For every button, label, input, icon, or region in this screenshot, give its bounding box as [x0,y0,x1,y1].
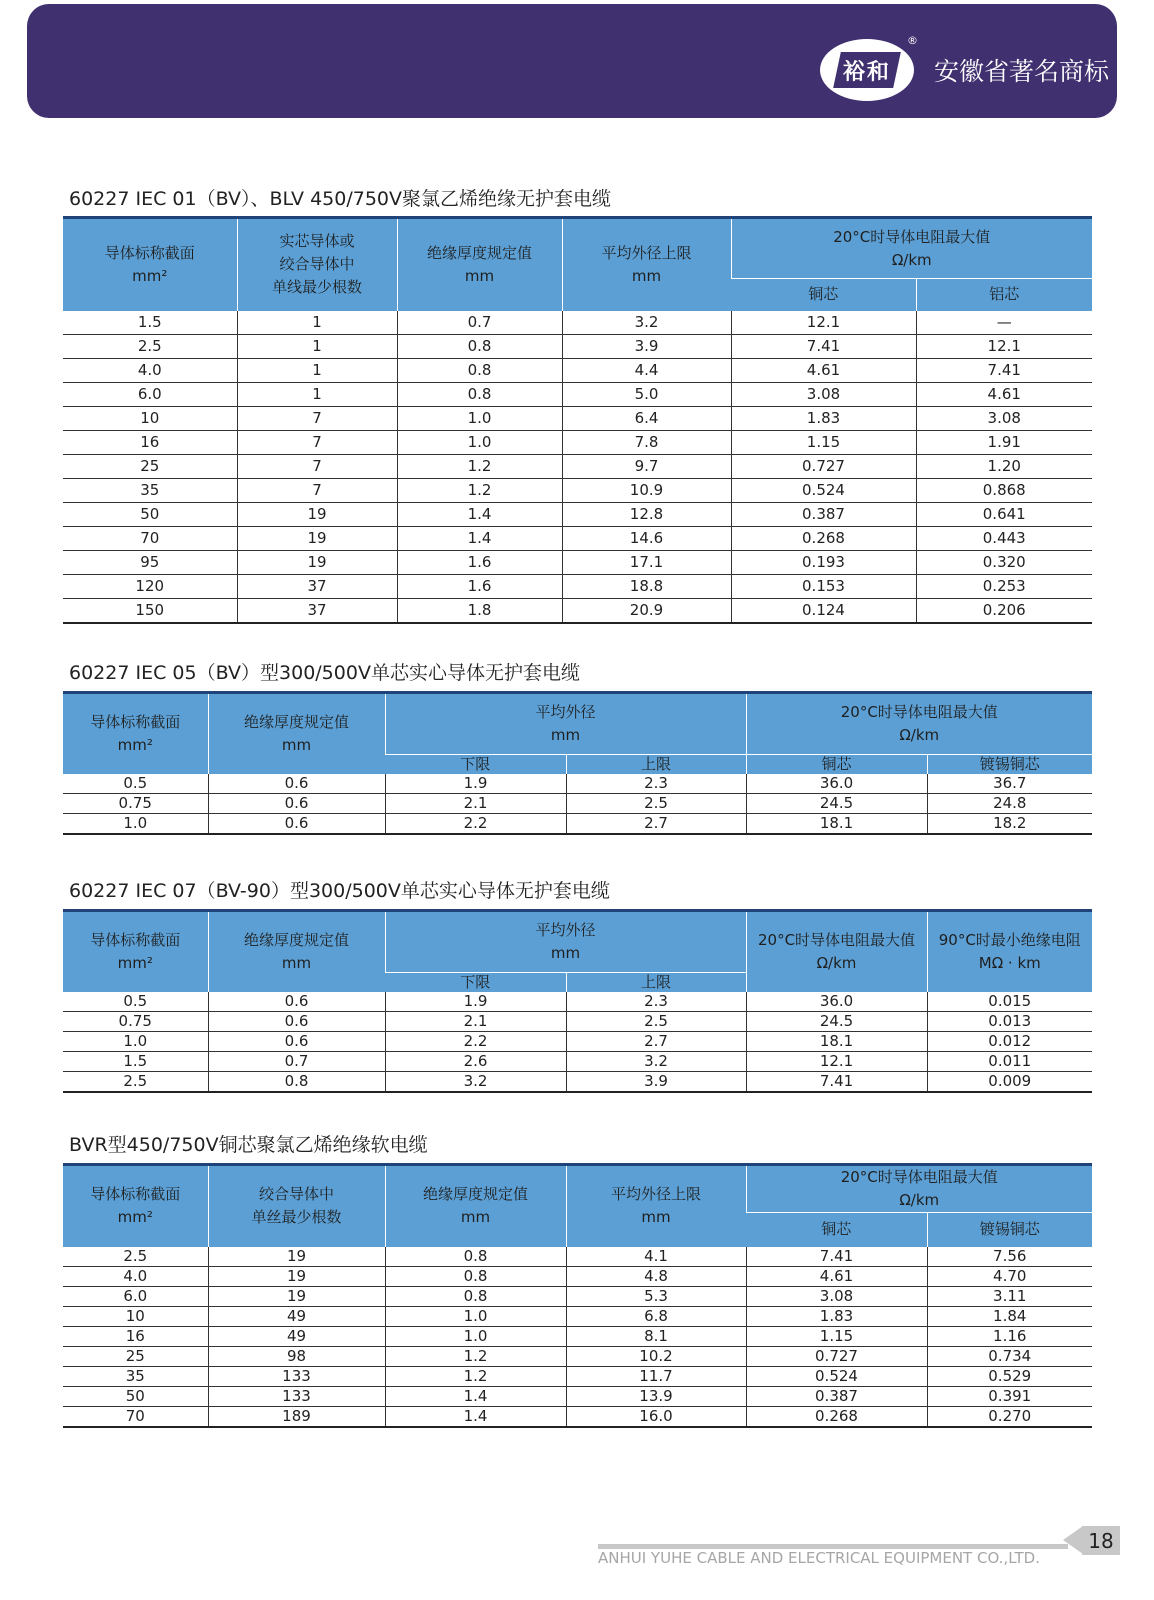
table-cell: 1.5 [63,1052,208,1072]
table-bv-blv [63,216,1092,624]
table-cell: 1.84 [927,1306,1092,1326]
table-row [63,1386,1092,1406]
table-cell: 0.124 [731,598,916,623]
table-cell: 0.153 [731,574,916,598]
table-cell: 35 [63,1366,208,1386]
page-arrow-icon [1063,1526,1083,1554]
table-cell: 4.61 [916,382,1092,406]
table-cell: 2.7 [566,1032,746,1052]
table-cell: 35 [63,478,237,502]
table-cell: 36.0 [746,774,927,794]
table-cell: 133 [208,1386,385,1406]
table-cell: 1.15 [731,430,916,454]
table-cell: 2.5 [566,1012,746,1032]
table-cell: 50 [63,502,237,526]
brand-logo [820,39,914,101]
table-row [63,574,1092,598]
table-cell: 0.320 [916,550,1092,574]
table-4-caption: BVR型450/750V铜芯聚氯乙烯绝缘软电缆 [69,1134,428,1156]
table-3-caption: 60227 IEC 07（BV-90）型300/500V单芯实心导体无护套电缆 [69,880,610,902]
header-cross-section: 导体标称截面 mm² [63,218,237,311]
table-cell: 7.41 [731,334,916,358]
table-cell: 1.5 [63,311,237,335]
header-tinned-copper: 镀锡铜芯 [927,1213,1092,1247]
table-cell: 4.1 [566,1247,746,1267]
table-cell: 0.524 [746,1366,927,1386]
table-cell: 0.5 [63,992,208,1012]
table-cell: 18.1 [746,814,927,835]
table-2-caption: 60227 IEC 05（BV）型300/500V单芯实心导体无护套电缆 [69,662,580,684]
table-cell: 4.61 [746,1266,927,1286]
header-upper-limit: 上限 [566,973,746,993]
table-cell: 1.2 [385,1346,566,1366]
table-cell: 1.6 [397,574,562,598]
table-cell: 19 [208,1247,385,1267]
logo-text: 裕和 [842,58,891,85]
table-cell: 1.0 [385,1306,566,1326]
table-1-caption: 60227 IEC 01（BV）、BLV 450/750V聚氯乙烯绝缘无护套电缆 [69,188,612,210]
table-cell: 1.0 [397,430,562,454]
table-cell: 0.015 [927,992,1092,1012]
table-cell: 0.443 [916,526,1092,550]
table-cell: 98 [208,1346,385,1366]
table-cell: 133 [208,1366,385,1386]
table-row [63,502,1092,526]
table-cell: 36.0 [746,992,927,1012]
table-cell: 7.41 [746,1247,927,1267]
table-row [63,1247,1092,1267]
table-cell: 2.3 [566,774,746,794]
page-number: 18 [1082,1526,1120,1555]
header-lower-limit: 下限 [385,973,566,993]
table-cell: 0.6 [208,992,385,1012]
table-cell: 20.9 [562,598,731,623]
table-cell: 0.727 [746,1346,927,1366]
table-cell: 1 [237,358,397,382]
table-cell: 3.9 [562,334,731,358]
table-cell: 3.08 [746,1286,927,1306]
table-cell: 3.2 [562,311,731,335]
table-cell: 7 [237,454,397,478]
table-cell: 0.6 [208,774,385,794]
table-row [63,1012,1092,1032]
table-cell: 4.8 [566,1266,746,1286]
table-cell: 0.8 [397,382,562,406]
table-cell: 9.7 [562,454,731,478]
table-cell: 10.2 [566,1346,746,1366]
table-cell: 0.734 [927,1346,1092,1366]
table-cell: 0.8 [397,334,562,358]
table-cell: 1.4 [385,1406,566,1427]
header-resistance-group: 20°C时导体电阻最大值 Ω/km [746,1165,1092,1213]
header-resistance-group: 20°C时导体电阻最大值 Ω/km [731,218,1092,279]
table-cell: 150 [63,598,237,623]
header-avg-diameter-group: 平均外径 mm [385,911,746,973]
table-cell: 4.4 [562,358,731,382]
table-cell: 6.8 [566,1306,746,1326]
table-cell: 7.56 [927,1247,1092,1267]
table-cell: 4.61 [731,358,916,382]
table-cell: 18.8 [562,574,731,598]
header-insulation-thickness: 绝缘厚度规定值 mm [385,1165,566,1247]
table-cell: 0.5 [63,774,208,794]
table-cell: 0.641 [916,502,1092,526]
table-cell: 0.268 [746,1406,927,1427]
header-min-strands: 绞合导体中 单丝最少根数 [208,1165,385,1247]
table-cell: 16 [63,1326,208,1346]
table-cell: 1.9 [385,992,566,1012]
table-cell: 1.91 [916,430,1092,454]
table-cell: 120 [63,574,237,598]
header-tinned-copper: 镀锡铜芯 [927,755,1092,775]
table-cell: 6.0 [63,1286,208,1306]
table-cell: 49 [208,1326,385,1346]
table-bvr [63,1163,1092,1428]
table-cell: 1.9 [385,774,566,794]
table-row [63,598,1092,623]
table-row [63,1072,1092,1093]
table-cell: 1 [237,382,397,406]
table-cell: 19 [237,550,397,574]
table-cell: 24.5 [746,794,927,814]
table-cell: 0.529 [927,1366,1092,1386]
table-cell: 1.16 [927,1326,1092,1346]
table-row [63,550,1092,574]
table-cell: 12.1 [731,311,916,335]
table-cell: 0.7 [208,1052,385,1072]
table-cell: 2.1 [385,794,566,814]
table-cell: 0.75 [63,1012,208,1032]
table-cell: 0.6 [208,794,385,814]
table-row [63,814,1092,835]
table-cell: 19 [208,1286,385,1306]
table-cell: 0.013 [927,1012,1092,1032]
table-cell: 49 [208,1306,385,1326]
header-insulation-thickness: 绝缘厚度规定值 mm [208,911,385,993]
table-cell: 2.5 [63,1247,208,1267]
table-cell: 1.83 [731,406,916,430]
table-cell: 50 [63,1386,208,1406]
table-cell: 24.8 [927,794,1092,814]
table-cell: 1.2 [397,454,562,478]
table-cell: 1.15 [746,1326,927,1346]
table-cell: 13.9 [566,1386,746,1406]
table-cell: 1.2 [397,478,562,502]
table-row [63,1266,1092,1286]
table-cell: 1.0 [397,406,562,430]
table-cell: 2.5 [63,334,237,358]
table-cell: 0.8 [208,1072,385,1093]
table-cell: 1.4 [397,502,562,526]
table-cell: 0.253 [916,574,1092,598]
table-cell: 14.6 [562,526,731,550]
table-row [63,382,1092,406]
table-bv-90 [63,909,1092,1093]
table-cell: 4.0 [63,358,237,382]
table-cell: 1 [237,311,397,335]
header-aluminum: 铝芯 [916,279,1092,311]
table-cell: 70 [63,526,237,550]
table-cell: 0.868 [916,478,1092,502]
table-cell: 1.0 [63,1032,208,1052]
header-insulation-thickness: 绝缘厚度规定值 mm [208,693,385,775]
table-cell: 18.1 [746,1032,927,1052]
table-cell: 1.4 [397,526,562,550]
table-cell: 7 [237,430,397,454]
table-cell: 2.1 [385,1012,566,1032]
header-banner [27,4,1117,118]
table-cell: 0.727 [731,454,916,478]
table-cell: 7.8 [562,430,731,454]
table-cell: 1.8 [397,598,562,623]
table-cell: 2.3 [566,992,746,1012]
header-max-diameter: 平均外径上限 mm [566,1165,746,1247]
header-copper: 铜芯 [746,755,927,775]
table-cell: 0.7 [397,311,562,335]
table-cell: 25 [63,1346,208,1366]
table-cell: 0.387 [731,502,916,526]
header-copper: 铜芯 [731,279,916,311]
table-cell: 18.2 [927,814,1092,835]
table-cell: 0.270 [927,1406,1092,1427]
table-row [63,334,1092,358]
table-cell: 0.011 [927,1052,1092,1072]
header-resistance-group: 20°C时导体电阻最大值 Ω/km [746,693,1092,755]
table-cell: 0.6 [208,1012,385,1032]
table-cell: 0.206 [916,598,1092,623]
table-cell: 2.5 [566,794,746,814]
table-row [63,1286,1092,1306]
table-cell: 7 [237,406,397,430]
table-cell: 4.70 [927,1266,1092,1286]
table-cell: 5.3 [566,1286,746,1306]
table-cell: 189 [208,1406,385,1427]
table-cell: 12.8 [562,502,731,526]
table-row [63,992,1092,1012]
table-cell: 19 [237,526,397,550]
table-cell: 3.11 [927,1286,1092,1306]
table-row [63,794,1092,814]
header-avg-diameter-group: 平均外径 mm [385,693,746,755]
table-cell: 0.6 [208,1032,385,1052]
table-cell: 3.9 [566,1072,746,1093]
table-cell: 3.08 [916,406,1092,430]
table-cell: 70 [63,1406,208,1427]
table-bv-05 [63,691,1092,835]
table-cell: 2.5 [63,1072,208,1093]
header-cross-section: 导体标称截面 mm² [63,693,208,775]
table-cell: 2.2 [385,814,566,835]
header-copper: 铜芯 [746,1213,927,1247]
table-cell: 10.9 [562,478,731,502]
table-cell: 37 [237,598,397,623]
table-cell: 1.6 [397,550,562,574]
registered-mark: ® [907,34,918,47]
table-cell: 16 [63,430,237,454]
table-cell: 0.6 [208,814,385,835]
table-cell: 1.0 [63,814,208,835]
header-upper-limit: 上限 [566,755,746,775]
table-cell: 0.193 [731,550,916,574]
table-row [63,1306,1092,1326]
table-cell: 0.524 [731,478,916,502]
company-name: ANHUI YUHE CABLE AND ELECTRICAL EQUIPMENT CO.,LTD. [598,1549,1040,1567]
table-cell: 2.2 [385,1032,566,1052]
table-cell: 1.4 [385,1386,566,1406]
table-cell: 0.387 [746,1386,927,1406]
table-cell: 1.0 [385,1326,566,1346]
table-cell: 0.8 [397,358,562,382]
table-cell: 1.20 [916,454,1092,478]
table-cell: 37 [237,574,397,598]
table-cell: — [916,311,1092,335]
table-cell: 24.5 [746,1012,927,1032]
header-max-diameter: 平均外径上限 mm [562,218,731,311]
table-cell: 5.0 [562,382,731,406]
table-cell: 7.41 [746,1072,927,1093]
header-lower-limit: 下限 [385,755,566,775]
table-cell: 0.009 [927,1072,1092,1093]
table-cell: 6.4 [562,406,731,430]
table-cell: 2.6 [385,1052,566,1072]
table-cell: 36.7 [927,774,1092,794]
table-cell: 7 [237,478,397,502]
trademark-slogan: 安徽省著名商标 [934,57,1110,86]
table-cell: 95 [63,550,237,574]
table-cell: 1.2 [385,1366,566,1386]
table-cell: 11.7 [566,1366,746,1386]
table-cell: 2.7 [566,814,746,835]
table-row [63,1032,1092,1052]
table-cell: 3.2 [385,1072,566,1093]
table-cell: 1.83 [746,1306,927,1326]
table-cell: 8.1 [566,1326,746,1346]
header-min-wires: 实芯导体或 绞合导体中 单线最少根数 [237,218,397,311]
table-cell: 25 [63,454,237,478]
table-cell: 0.8 [385,1286,566,1306]
table-cell: 12.1 [916,334,1092,358]
table-cell: 10 [63,1306,208,1326]
table-cell: 0.268 [731,526,916,550]
table-row [63,454,1092,478]
table-cell: 3.08 [731,382,916,406]
table-cell: 0.391 [927,1386,1092,1406]
table-cell: 16.0 [566,1406,746,1427]
header-cross-section: 导体标称截面 mm² [63,911,208,993]
table-cell: 10 [63,406,237,430]
table-cell: 7.41 [916,358,1092,382]
table-row [63,1346,1092,1366]
table-cell: 4.0 [63,1266,208,1286]
table-cell: 19 [237,502,397,526]
table-row [63,430,1092,454]
table-cell: 19 [208,1266,385,1286]
table-row [63,406,1092,430]
table-row [63,478,1092,502]
table-cell: 0.75 [63,794,208,814]
table-row [63,1326,1092,1346]
table-cell: 0.012 [927,1032,1092,1052]
table-row [63,774,1092,794]
table-cell: 3.2 [566,1052,746,1072]
table-row [63,311,1092,335]
header-insulation-resistance-90c: 90°C时最小绝缘电阻 MΩ · km [927,911,1092,993]
header-resistance-20c: 20°C时导体电阻最大值 Ω/km [746,911,927,993]
table-cell: 6.0 [63,382,237,406]
table-row [63,1052,1092,1072]
table-row [63,358,1092,382]
table-cell: 0.8 [385,1247,566,1267]
table-row [63,1366,1092,1386]
table-cell: 12.1 [746,1052,927,1072]
table-cell: 1 [237,334,397,358]
table-cell: 17.1 [562,550,731,574]
table-cell: 0.8 [385,1266,566,1286]
table-row [63,526,1092,550]
table-row [63,1406,1092,1427]
header-insulation-thickness: 绝缘厚度规定值 mm [397,218,562,311]
header-cross-section: 导体标称截面 mm² [63,1165,208,1247]
